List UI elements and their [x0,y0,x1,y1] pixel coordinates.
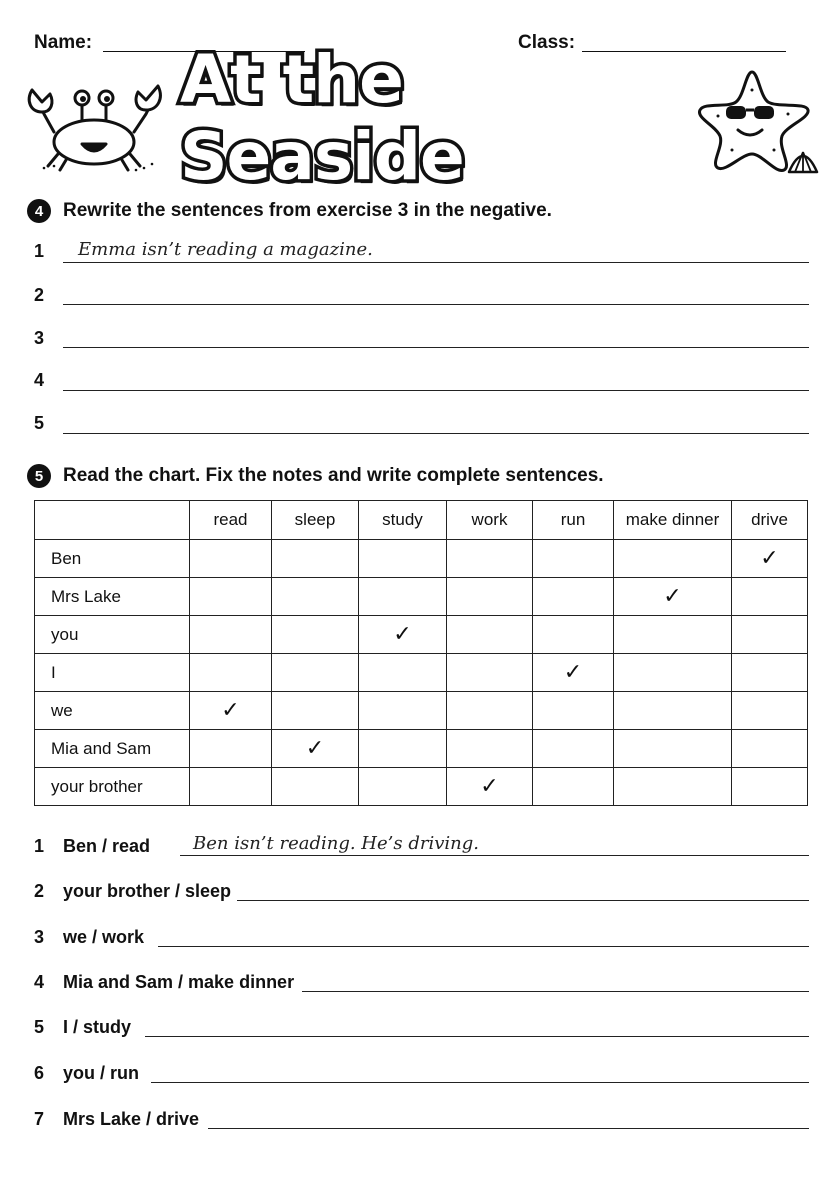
example-answer: Ben isn’t reading. He’s driving. [193,833,479,854]
check-mark-icon: ✓ [480,774,499,799]
chart-cell [447,578,533,616]
column-header: run [533,501,614,540]
line-number: 4 [33,370,44,390]
answer-line[interactable] [158,946,809,947]
column-header: study [359,501,447,540]
row-label: Mia and Sam [35,730,190,768]
answer-line[interactable] [302,991,809,992]
chart-cell [359,616,447,654]
check-mark-icon: ✓ [663,584,682,609]
row-label: you [35,616,190,654]
chart-cell [190,540,272,578]
chart-cell [190,730,272,768]
chart-cell [272,768,359,806]
chart-cell [272,616,359,654]
chart-cell [272,578,359,616]
example-answer: Emma isn’t reading a magazine. [78,239,373,260]
line-number: 1 [33,241,44,261]
answer-line[interactable] [63,347,809,348]
sentence-prompt: you / run [63,1063,139,1083]
chart-cell [732,616,808,654]
exercise-5-instruction: Read the chart. Fix the notes and write complete sentences. [63,465,604,486]
chart-cell [447,768,533,806]
line-number: 3 [33,328,44,348]
chart-cell [190,768,272,806]
line-number: 2 [33,285,44,305]
chart-cell [614,616,732,654]
line-number: 4 [33,972,44,992]
line-number: 5 [33,413,44,433]
chart-cell [732,730,808,768]
chart-row [35,578,808,616]
line-number: 3 [33,927,44,947]
column-header: read [190,501,272,540]
activity-chart [34,500,808,806]
chart-cell [732,768,808,806]
answer-line[interactable] [151,1082,809,1083]
chart-cell [447,692,533,730]
sentence-prompt: Mia and Sam / make dinner [63,972,295,992]
chart-cell [447,730,533,768]
chart-cell [190,692,272,730]
chart-header-row [35,501,808,540]
chart-cell [190,654,272,692]
check-mark-icon: ✓ [563,660,583,685]
chart-cell [272,692,359,730]
line-number: 7 [33,1109,44,1129]
chart-cell [447,654,533,692]
answer-line[interactable] [180,855,809,856]
check-mark-icon: ✓ [221,698,240,723]
chart-cell [614,654,732,692]
exercise-4-number: 4 [27,199,51,223]
chart-cell [732,540,808,578]
answer-line[interactable] [145,1036,809,1037]
title-text: At the Seaside [180,41,464,195]
answer-line[interactable] [63,262,809,263]
chart-cell [272,730,359,768]
chart-cell [533,692,614,730]
row-label: your brother [35,768,190,806]
exercise-5-number: 5 [27,464,51,488]
chart-cell [732,692,808,730]
answer-line[interactable] [208,1128,809,1129]
chart-row [35,730,808,768]
chart-cell [359,730,447,768]
chart-cell [614,540,732,578]
chart-row [35,768,808,806]
chart-cell [272,654,359,692]
answer-line[interactable] [63,433,809,434]
column-header: sleep [272,501,359,540]
seashell-icon [786,146,820,176]
name-label: Name: [34,32,93,53]
chart-cell [732,578,808,616]
chart-row [35,654,808,692]
chart-cell [359,540,447,578]
chart-cell [614,578,732,616]
chart-row [35,692,808,730]
chart-corner-cell [35,501,190,540]
sentence-prompt: Ben / read [63,836,151,856]
chart-cell [533,768,614,806]
chart-cell [447,540,533,578]
row-label: we [35,692,190,730]
crab-icon [24,72,164,172]
chart-cell [614,730,732,768]
chart-row [35,616,808,654]
sentence-prompt: your brother / sleep [63,881,232,901]
exercise-4-instruction: Rewrite the sentences from exercise 3 in the negative. [63,200,552,221]
line-number: 5 [33,1017,44,1037]
sentence-prompt: we / work [63,927,145,947]
chart-cell [614,768,732,806]
column-header: make dinner [614,501,732,540]
answer-line[interactable] [63,390,809,391]
sentence-prompt: Mrs Lake / drive [63,1109,200,1129]
check-mark-icon: ✓ [305,736,325,761]
chart-cell [614,692,732,730]
check-mark-icon: ✓ [393,622,412,647]
line-number: 2 [33,881,44,901]
chart-cell [190,616,272,654]
check-mark-icon: ✓ [760,546,779,571]
answer-line[interactable] [63,304,809,305]
row-label: Ben [35,540,190,578]
answer-line[interactable] [237,900,809,901]
line-number: 6 [33,1063,44,1083]
chart-cell [272,540,359,578]
chart-cell [359,578,447,616]
chart-cell [359,692,447,730]
chart-cell [533,654,614,692]
chart-cell [533,578,614,616]
chart-cell [190,578,272,616]
line-number: 1 [33,836,44,856]
chart-cell [533,616,614,654]
chart-cell [359,654,447,692]
row-label: Mrs Lake [35,578,190,616]
chart-cell [533,730,614,768]
class-label: Class: [518,32,576,53]
chart-cell [359,768,447,806]
chart-cell [447,616,533,654]
chart-row [35,540,808,578]
column-header: work [447,501,533,540]
column-header: drive [732,501,808,540]
sentence-prompt: I / study [63,1017,132,1037]
chart-cell [732,654,808,692]
chart-cell [533,540,614,578]
row-label: I [35,654,190,692]
